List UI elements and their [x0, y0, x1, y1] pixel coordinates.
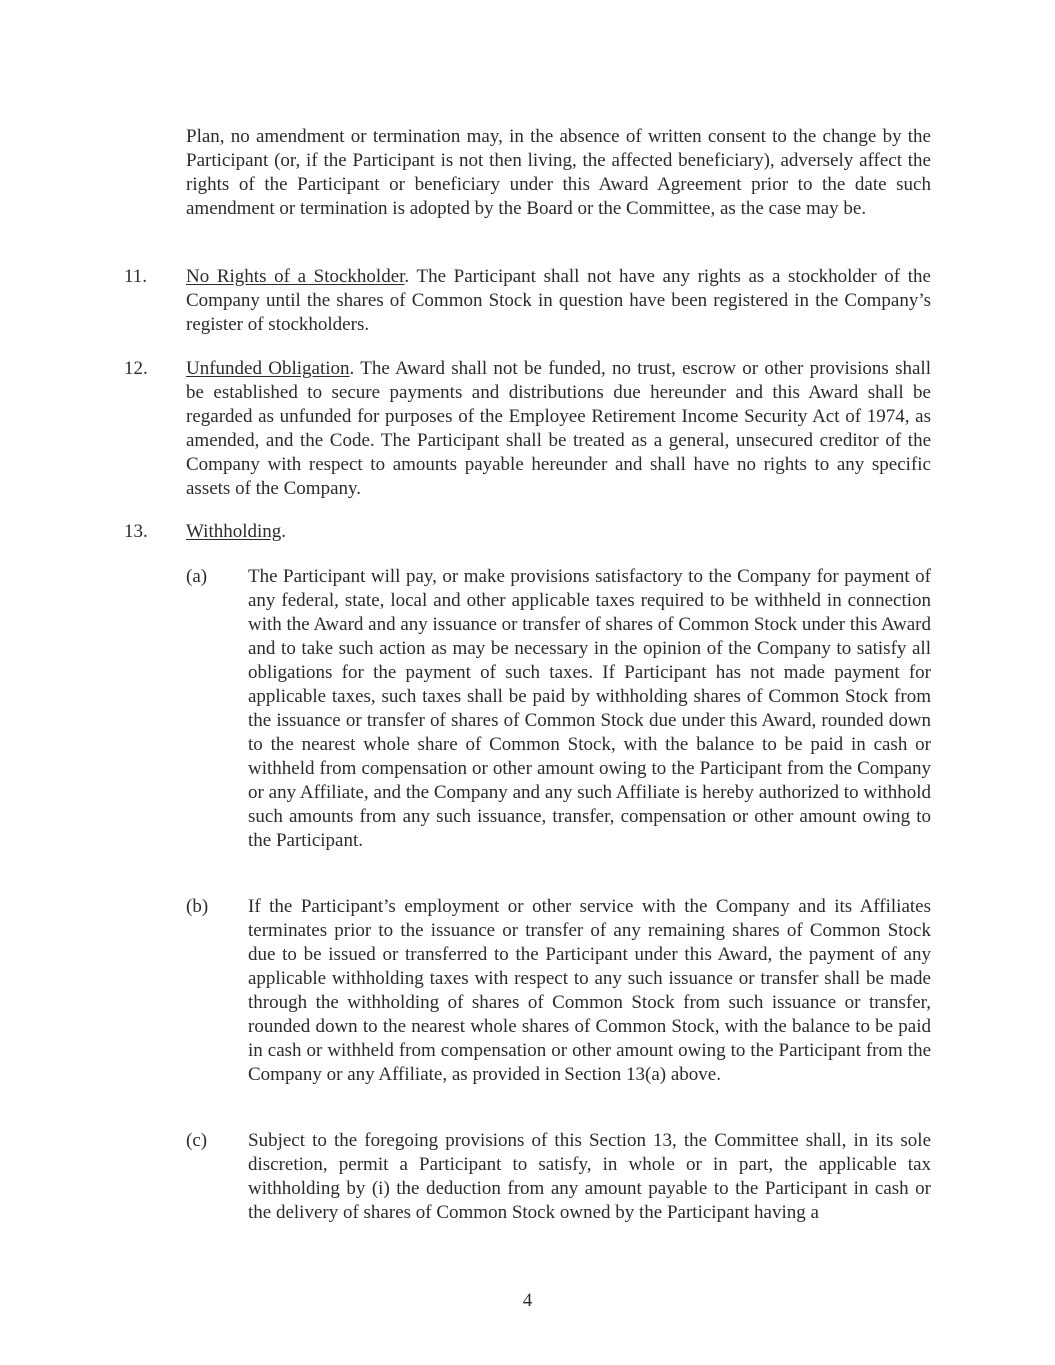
section-12-heading: Unfunded Obligation	[186, 358, 350, 379]
subsection-a-text: The Participant will pay, or make provisions satisfactory to the Company for payment of any federal, state, local and other applicable taxes required to be withheld in connection with the Award and any issuance or transfer of shares of Common Stock under this Award and to take such action as may be necessary in the opinion of the Company to satisfy all obligations for the payment of such taxes. If Participant has not made payment for applicable taxes, such taxes shall be paid by withholding shares of Common Stock from the issuance or transfer of shares of Common Stock due under this Award, rounded down to the nearest whole share of Common Stock, with the balance to be paid in cash or withheld from compensation or other amount owing to the Participant from the Company or any Affiliate, and the Company and any such Affiliate is hereby authorized to withhold such amounts from any such issuance, transfer, compensation or other amount owing to the Participant.	[248, 566, 931, 851]
section-13-body	[186, 520, 931, 544]
section-13-heading: Withholding	[186, 521, 282, 542]
subsection-b-label: (b)	[186, 896, 209, 917]
section-12-text: . The Award shall not be funded, no trust, escrow or other provisions shall be established to secure payments and distributions due hereunder and this Award shall be regarded as unfunded for purposes of the Employee Retirement Income Security Act of 1974, as amended, and the Code. The Participant shall be treated as a general, unsecured creditor of the Company with respect to amounts payable hereunder and shall have no rights to any specific assets of the Company.	[186, 358, 931, 499]
subsection-a-label: (a)	[186, 566, 208, 587]
section-12-number: 12.	[124, 358, 148, 379]
section-13-number: 13.	[124, 521, 148, 542]
section-11-text: . The Participant shall not have any rights as a stockholder of the Company until the shares of Common Stock in question have been registered in the Company’s register of stockholders.	[186, 266, 931, 335]
section-12-body	[186, 357, 931, 501]
subsection-c-label: (c)	[186, 1130, 208, 1151]
subsection-c-text: Subject to the foregoing provisions of this Section 13, the Committee shall, in its sole discretion, permit a Participant to satisfy, in whole or in part, the applicable tax withholding by (i) the deduction from any amount payable to the Participant in cash or the delivery of shares of Common Stock owned by the Participant having a	[248, 1130, 931, 1223]
section-11-number: 11.	[124, 266, 148, 287]
section-11-heading: No Rights of a Stockholder	[186, 266, 405, 287]
section-13-text: .	[281, 521, 287, 542]
page-number: 4	[522, 1290, 533, 1311]
lead-paragraph: Plan, no amendment or termination may, in the absence of written consent to the change by the Participant (or, if the Participant is not then living, the affected beneficiary), adversely affect the rights of the Participant or beneficiary under this Award Agreement prior to the date such amendment or termination is adopted by the Board or the Committee, as the case may be.	[186, 126, 931, 219]
subsection-b-text: If the Participant’s employment or other service with the Company and its Affiliates terminates prior to the issuance or transfer of any remaining shares of Common Stock due to be issued or transferred to the Participant under this Award, the payment of any applicable withholding taxes with respect to any such issuance or transfer shall be made through the withholding of shares of Common Stock from such issuance or transfer, rounded down to the nearest whole shares of Common Stock, with the balance to be paid in cash or withheld from compensation or other amount owing to the Participant from the Company or any Affiliate, as provided in Section 13(a) above.	[248, 896, 931, 1085]
section-11-body	[186, 265, 931, 337]
